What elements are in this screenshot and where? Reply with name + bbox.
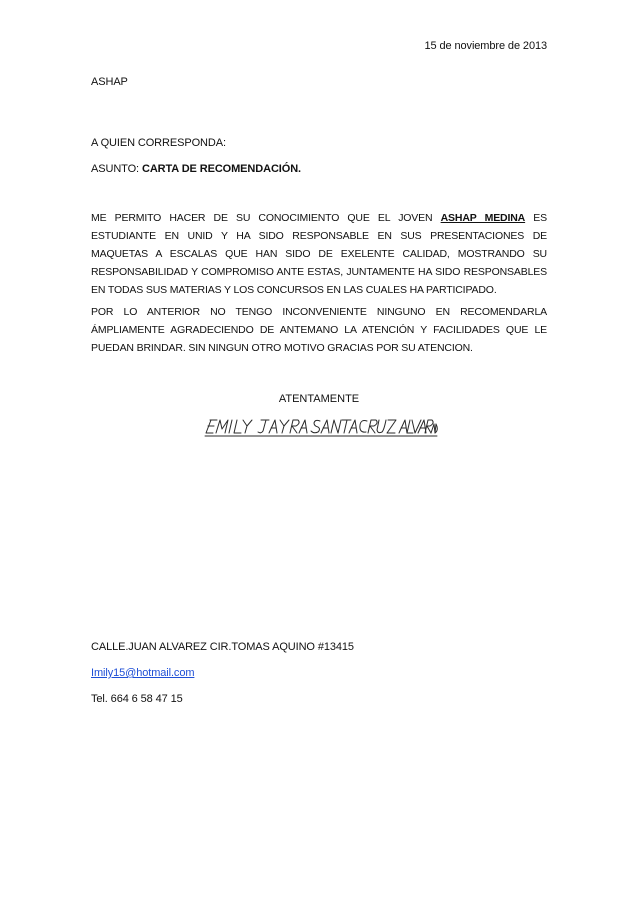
subject-line: [91, 163, 301, 175]
subject-value: CARTA DE RECOMENDACIÓN.: [141, 163, 302, 175]
student-name: ASHAP MEDINA: [440, 212, 526, 224]
subject-label: ASUNTO:: [91, 163, 139, 175]
contact-address: CALLE.JUAN ALVAREZ CIR.TOMAS AQUINO #13415: [91, 641, 354, 653]
contact-phone: Tel. 664 6 58 47 15: [91, 693, 183, 705]
contact-email-link[interactable]: Imily15@hotmail.com: [91, 667, 195, 679]
signature-image: [203, 416, 439, 438]
body-paragraph-1: [91, 209, 547, 299]
closing-text: ATENTAMENTE: [278, 393, 360, 405]
letter-date: 15 de noviembre de 2013: [424, 40, 547, 52]
recipient-name: ASHAP: [91, 76, 128, 88]
salutation: A QUIEN CORRESPONDA:: [91, 137, 226, 149]
p1-before: ME PERMITO HACER DE SU CONOCIMIENTO QUE EL JOVEN: [91, 212, 441, 224]
p1-after: ES ESTUDIANTE EN UNID Y HA SIDO RESPONSABLE EN SUS PRESENTACIONES DE MAQUETAS A ESCALAS QUE HAN SIDO DE EXELENTE CALIDAD, MOSTRANDO SU RESPONSABILIDAD Y COMPROMISO ANTE ESTAS, JUNTAMENTE HA SIDO RESPONSABLES EN TODAS SUS MATERIAS Y LOS CONCURSOS EN LAS CUALES HA PARTICIPADO.: [91, 212, 547, 296]
body-paragraph-2: POR LO ANTERIOR NO TENGO INCONVENIENTE NINGUNO EN RECOMENDARLA ÁMPLIAMENTE AGRADECIENDO DE ANTEMANO LA ATENCIÓN Y FACILIDADES QUE LE PUEDAN BRINDAR. SIN NINGUN OTRO MOTIVO GRACIAS POR SU ATENCION.: [91, 306, 547, 354]
